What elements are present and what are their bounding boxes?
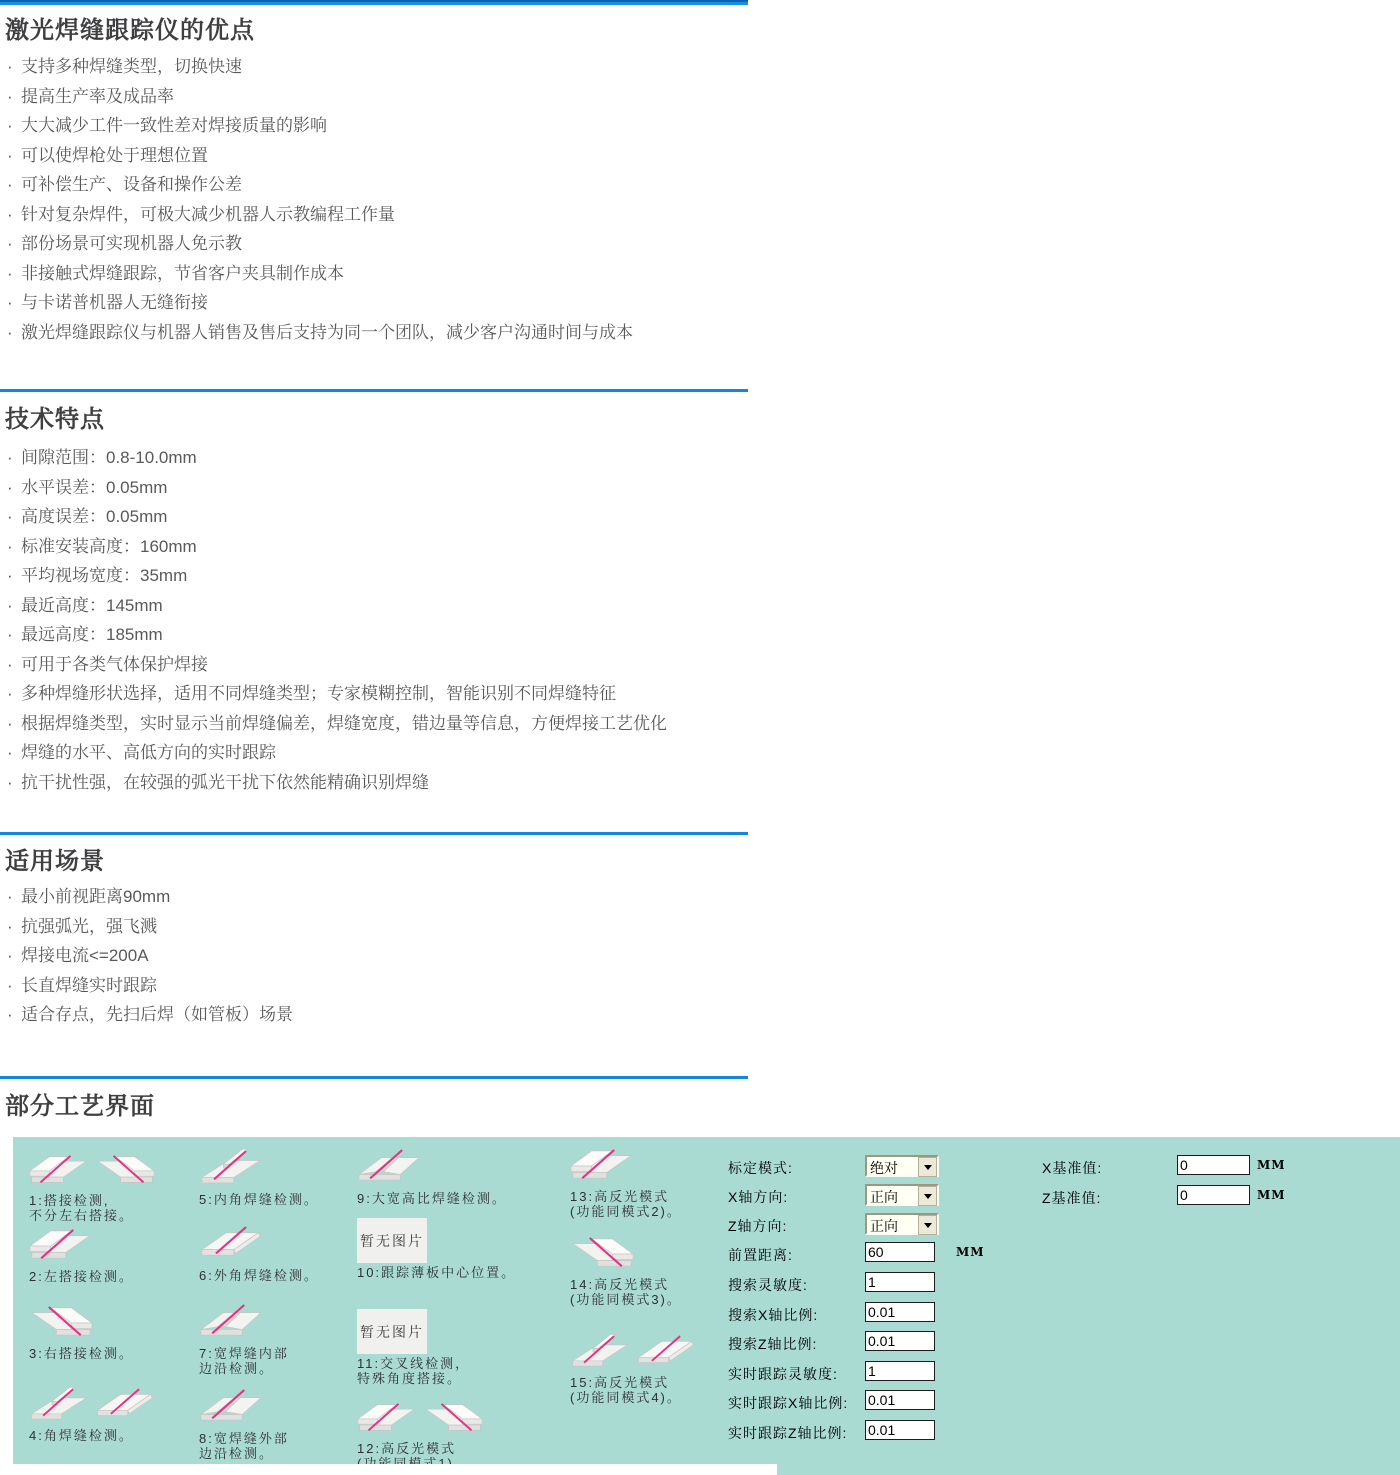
field-label: 实时跟踪灵敏度: (728, 1366, 838, 1382)
weld-mode-label: 11:交叉线检测， 特殊角度搭接。 (357, 1356, 471, 1386)
list-item: · 针对复杂焊件，可极大减少机器人示教编程工作量 (7, 200, 633, 230)
corner-joint-icon (199, 1222, 263, 1266)
no-image-box: 暂无图片 (357, 1309, 427, 1354)
lap-joint-icon (357, 1397, 417, 1439)
chevron-down-icon[interactable] (918, 1215, 937, 1235)
list-item: · 提高生产率及成品率 (7, 82, 633, 112)
search-x-ratio-input[interactable] (865, 1302, 935, 1322)
field-label: X轴方向: (728, 1189, 789, 1205)
tech-features-list (7, 443, 667, 797)
tee-joint-icon (29, 1384, 89, 1426)
field-label: 实时跟踪Z轴比例: (728, 1425, 848, 1441)
unit-label: MM (1257, 1188, 1286, 1202)
field-label: 前置距离: (728, 1247, 793, 1263)
weld-mode-label: 1:搭接检测, 不分左右搭接。 (29, 1193, 135, 1223)
z-reference-input[interactable] (1177, 1185, 1250, 1205)
list-item: · 非接触式焊缝跟踪，节省客户夹具制作成本 (7, 259, 633, 289)
weld-mode-label: 8:宽焊缝外部 边沿检测。 (199, 1431, 289, 1461)
field-label: 搜索X轴比例: (728, 1307, 819, 1323)
list-item: · 激光焊缝跟踪仪与机器人销售及售后支持为同一个团队，减少客户沟通时间与成本 (7, 318, 633, 348)
lap-joint-mirrored-icon (570, 1231, 634, 1275)
weld-mode-10 (357, 1218, 516, 1280)
weld-mode-label: 15:高反光模式 (功能同模式4)。 (570, 1375, 682, 1405)
weld-mode-label: 2:左搭接检测。 (29, 1269, 134, 1284)
list-item: · 与卡诺普机器人无缝衔接 (7, 288, 633, 318)
lead-distance-input[interactable] (865, 1242, 935, 1262)
search-sensitivity-input[interactable] (865, 1272, 935, 1292)
lap-joint-mirrored-icon (423, 1397, 483, 1439)
field-label: 实时跟踪X轴比例: (728, 1395, 849, 1411)
list-item: · 可用于各类气体保护焊接 (7, 650, 667, 680)
weld-mode-9 (357, 1145, 507, 1206)
list-item: · 高度误差：0.05mm (7, 502, 667, 532)
weld-mode-13 (570, 1143, 682, 1219)
z-axis-direction-select[interactable]: 正向 (865, 1213, 939, 1235)
weld-mode-label: 13:高反光模式 (功能同模式2)。 (570, 1189, 682, 1219)
list-item: · 抗干扰性强，在较强的弧光干扰下依然能精确识别焊缝 (7, 768, 667, 798)
corner-joint-icon (95, 1384, 155, 1426)
weld-mode-label: 10:跟踪薄板中心位置。 (357, 1265, 517, 1280)
lap-joint-icon (570, 1143, 634, 1187)
weld-mode-8 (199, 1385, 289, 1461)
top-divider (0, 0, 748, 5)
weld-mode-4 (29, 1382, 155, 1443)
groove-seam-icon (357, 1145, 421, 1189)
tee-joint-icon (570, 1331, 630, 1373)
list-item: · 可补偿生产、设备和操作公差 (7, 170, 633, 200)
list-item: · 可以使焊枪处于理想位置 (7, 141, 633, 171)
weld-mode-14 (570, 1231, 682, 1307)
weld-mode-6 (199, 1222, 319, 1283)
list-item: · 多种焊缝形状选择，适用不同焊缝类型；专家模糊控制，智能识别不同焊缝特征 (7, 679, 667, 709)
weld-mode-label: 12:高反光模式 (357, 1441, 457, 1456)
section-divider (0, 1076, 748, 1079)
realtime-sensitivity-input[interactable] (865, 1361, 935, 1381)
section-heading-process-ui: 部分工艺界面 (5, 1093, 155, 1120)
field-label: X基准值: (1042, 1160, 1103, 1176)
weld-mode-label: 6:外角焊缝检测。 (199, 1268, 319, 1283)
list-item: · 最小前视距离90mm (7, 882, 293, 912)
list-item: · 根据焊缝类型，实时显示当前焊缝偏差，焊缝宽度，错边量等信息，方便焊接工艺优化 (7, 709, 667, 739)
section-heading-scenarios: 适用场景 (5, 848, 105, 875)
no-image-box: 暂无图片 (357, 1218, 427, 1263)
groove-seam-icon (199, 1300, 263, 1344)
chevron-down-icon[interactable] (918, 1157, 937, 1177)
x-axis-direction-select[interactable]: 正向 (865, 1184, 939, 1206)
x-reference-input[interactable] (1177, 1155, 1250, 1175)
tee-joint-icon (199, 1146, 263, 1190)
weld-mode-5 (199, 1146, 319, 1207)
section-divider (0, 832, 748, 835)
list-item: · 最远高度：185mm (7, 620, 667, 650)
groove-seam-icon (199, 1385, 263, 1429)
panel-bottom-edge (0, 1464, 777, 1475)
lap-joint-icon (29, 1223, 93, 1267)
weld-mode-label: 14:高反光模式 (功能同模式3)。 (570, 1277, 682, 1307)
weld-mode-2 (29, 1223, 134, 1284)
chevron-down-icon[interactable] (918, 1186, 937, 1206)
lap-joint-icon (29, 1149, 89, 1191)
form-row-z-axis-direction (728, 1213, 898, 1235)
list-item: · 焊缝的水平、高低方向的实时跟踪 (7, 738, 667, 768)
advantages-list (7, 52, 633, 347)
scenarios-list (7, 882, 293, 1030)
list-item: · 间隙范围：0.8-10.0mm (7, 443, 667, 473)
weld-mode-7 (199, 1300, 289, 1376)
lap-joint-mirrored-icon (29, 1300, 93, 1344)
realtime-z-ratio-input[interactable] (865, 1420, 935, 1440)
list-item: · 最近高度：145mm (7, 591, 667, 621)
field-label: Z基准值: (1042, 1190, 1102, 1206)
list-item: · 标准安装高度：160mm (7, 532, 667, 562)
weld-mode-11 (357, 1309, 470, 1386)
list-item: · 支持多种焊缝类型，切换快速 (7, 52, 633, 82)
weld-mode-1 (29, 1147, 155, 1223)
section-heading-tech-features: 技术特点 (5, 406, 105, 433)
realtime-x-ratio-input[interactable] (865, 1390, 935, 1410)
list-item: · 适合存点，先扫后焊（如管板）场景 (7, 1000, 293, 1030)
weld-mode-label: 4:角焊缝检测。 (29, 1428, 134, 1443)
weld-mode-label: 9:大宽高比焊缝检测。 (357, 1191, 507, 1206)
field-label: Z轴方向: (728, 1218, 788, 1234)
list-item: · 抗强弧光，强飞溅 (7, 912, 293, 942)
form-row-x-axis-direction (728, 1184, 898, 1206)
field-label: 搜索灵敏度: (728, 1277, 808, 1293)
list-item: · 长直焊缝实时跟踪 (7, 971, 293, 1001)
lap-joint-mirrored-icon (95, 1149, 155, 1191)
unit-label: MM (956, 1245, 985, 1259)
form-row-calibration-mode (728, 1155, 898, 1177)
list-item: · 水平误差：0.05mm (7, 473, 667, 503)
unit-label: MM (1257, 1158, 1286, 1172)
weld-mode-label: 3:右搭接检测。 (29, 1346, 134, 1361)
list-item: · 焊接电流<=200A (7, 941, 293, 971)
list-item: · 大大减少工件一致性差对焊接质量的影响 (7, 111, 633, 141)
list-item: · 平均视场宽度：35mm (7, 561, 667, 591)
field-label: 搜索Z轴比例: (728, 1336, 818, 1352)
corner-joint-icon (636, 1331, 696, 1373)
list-item: · 部份场景可实现机器人免示教 (7, 229, 633, 259)
weld-mode-label: 5:内角焊缝检测。 (199, 1192, 319, 1207)
weld-mode-label: 7:宽焊缝内部 边沿检测。 (199, 1346, 289, 1376)
process-ui-screenshot (13, 1137, 1400, 1475)
search-z-ratio-input[interactable] (865, 1331, 935, 1351)
calibration-mode-select[interactable]: 绝对 (865, 1155, 939, 1177)
weld-mode-3 (29, 1300, 134, 1361)
weld-mode-12 (357, 1395, 483, 1471)
weld-mode-15 (570, 1329, 696, 1405)
field-label: 标定模式: (728, 1160, 793, 1176)
section-heading-advantages: 激光焊缝跟踪仪的优点 (5, 17, 255, 44)
section-divider (0, 389, 748, 392)
